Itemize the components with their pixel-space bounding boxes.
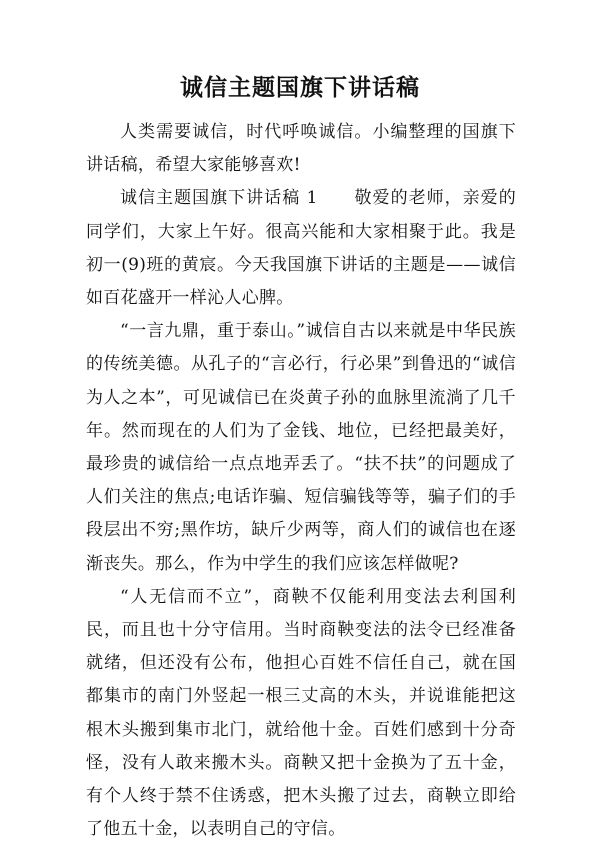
document-body xyxy=(86,116,516,846)
paragraph-intro: 人类需要诚信，时代呼唤诚信。小编整理的国旗下讲话稿，希望大家能够喜欢! xyxy=(86,122,516,176)
document-title: 诚信主题国旗下讲话稿 xyxy=(180,74,420,101)
paragraph-shang-yang: “人无信而不立”，商鞅不仅能利用变法去利国利民，而且也十分守信用。当时商鞅变法的法令已经准备就绪，但还没有公布，他担心百姓不信任自己，就在国都集市的南门外竖起一根三丈高的木头，并说谁能把这根木头搬到集市北门，就给他十金。百姓们感到十分奇怪，没有人敢来搬木头。商鞅又把十金换为了五十金，有个人终于禁不住诱惑，把木头搬了过去，商鞅立即给了他五十金，以表明自己的守信。 xyxy=(86,586,516,840)
paragraph-tradition: “一言九鼎，重于泰山。”诚信自古以来就是中华民族的传统美德。从孔子的“言必行，行必果”到鲁迅的“诚信为人之本”，可见诚信已在炎黄子孙的血脉里流淌了几千年。然而现在的人们为了金钱、地位，已经把最美好，最珍贵的诚信给一点点地弄丢了。“扶不扶”的问题成了人们关注的焦点;电话诈骗、短信骗钱等等，骗子们的手段层出不穷;黑作坊，缺斤少两等，商人们的诚信也在逐渐丧失。那么，作为中学生的我们应该怎样做呢? xyxy=(86,321,516,574)
paragraph-speech-opening: 诚信主题国旗下讲话稿 1 敬爱的老师，亲爱的同学们，大家上午好。很高兴能和大家相聚于此。我是初一(9)班的黄宸。今天我国旗下讲话的主题是——诚信如百花盛开一样沁人心脾。 xyxy=(86,188,516,309)
